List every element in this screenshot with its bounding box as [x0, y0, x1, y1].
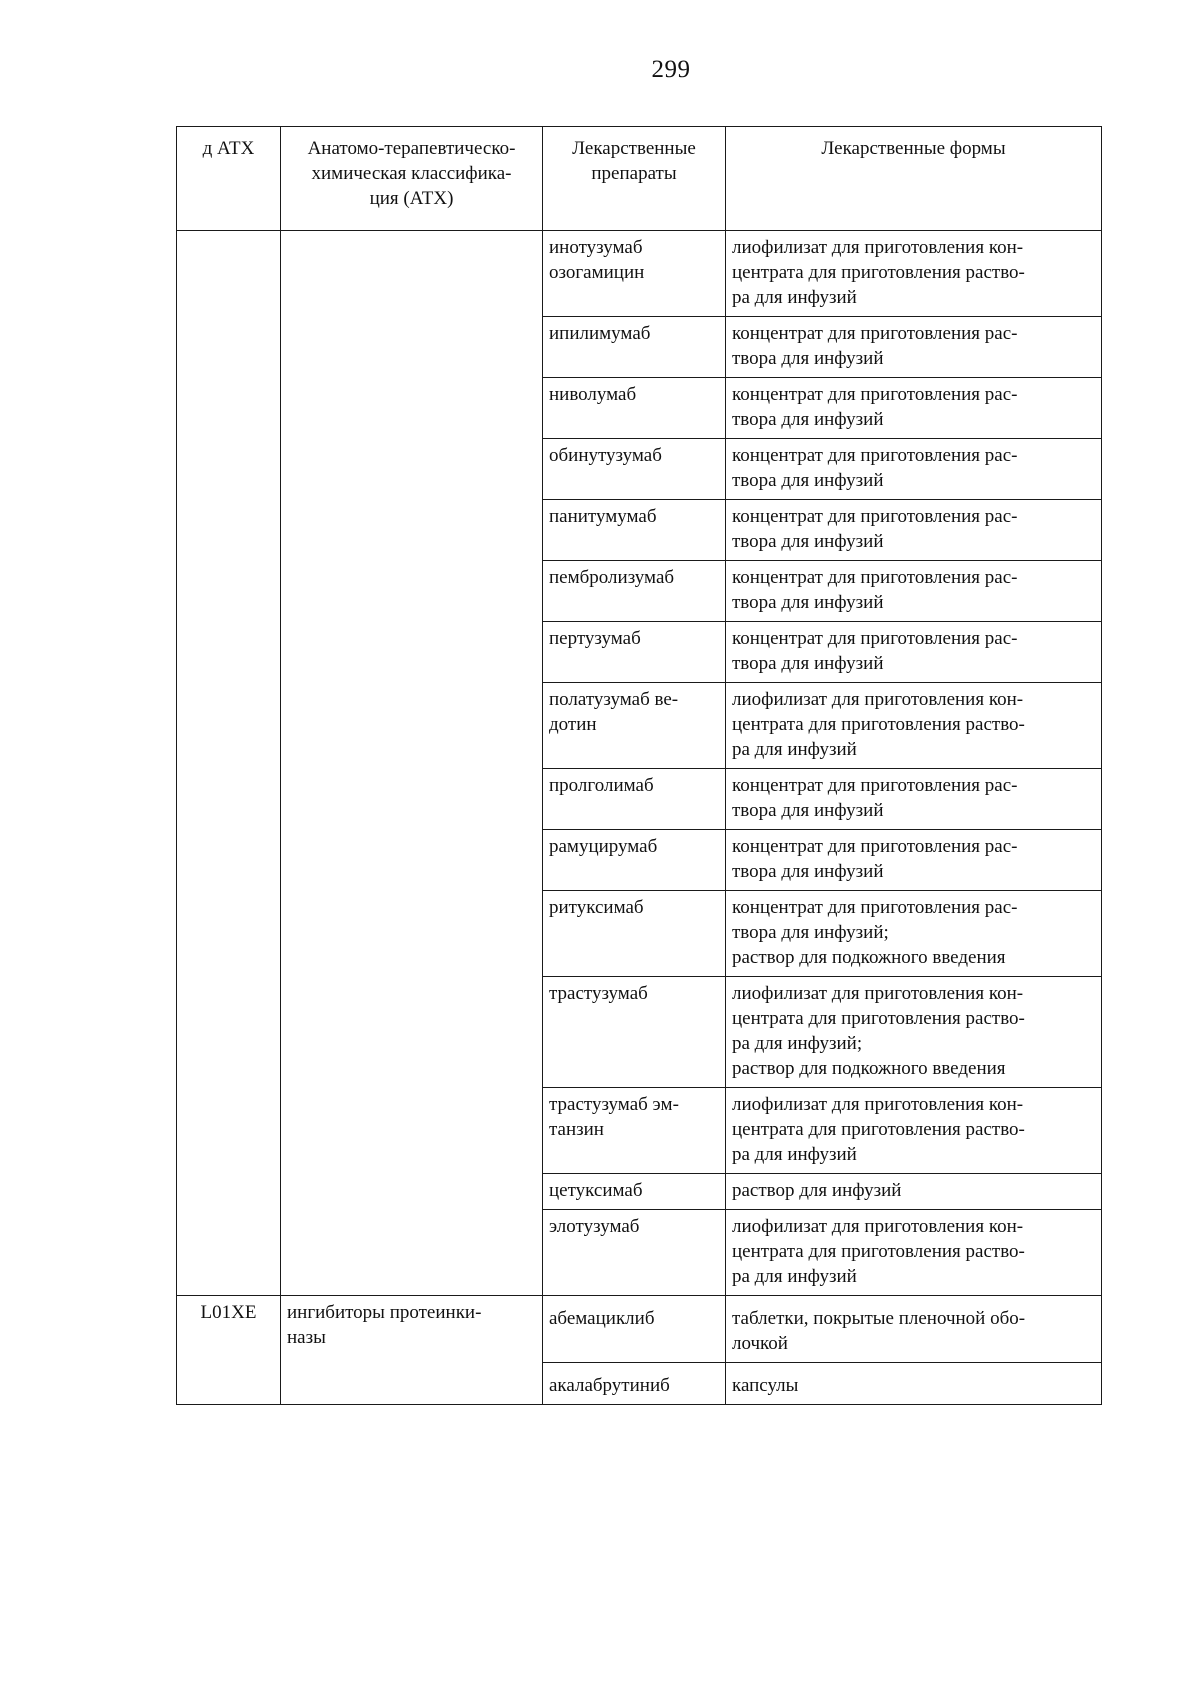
drug-name-cell — [543, 769, 726, 830]
dosage-form: лиофилизат для приготовления кон- — [732, 983, 1024, 1004]
dosage-form-cell — [726, 622, 1102, 683]
drug-name-cell — [543, 378, 726, 439]
dosage-form: концентрат для приготовления рас- — [732, 897, 1018, 918]
dosage-form-cell — [726, 231, 1102, 317]
dosage-form: твора для инфузий — [732, 861, 884, 882]
header-classification-line: ция (АТХ) — [369, 188, 454, 209]
drug-name: пембролизумаб — [549, 567, 675, 588]
drug-name-cell — [543, 1363, 726, 1405]
dosage-form: концентрат для приготовления рас- — [732, 384, 1018, 405]
drug-name: инотузумаб — [549, 237, 643, 258]
drug-name-cell — [543, 231, 726, 317]
dosage-form: твора для инфузий — [732, 409, 884, 430]
drug-name-cell — [543, 317, 726, 378]
dosage-form: концентрат для приготовления рас- — [732, 567, 1018, 588]
drug-name: элотузумаб — [549, 1216, 640, 1237]
drug-name-cell — [543, 1088, 726, 1174]
atx-code: L01XE — [177, 1296, 281, 1405]
dosage-form: ра для инфузий — [732, 1144, 857, 1165]
dosage-form: концентрат для приготовления рас- — [732, 836, 1018, 857]
drug-name-cell — [543, 561, 726, 622]
dosage-form: центрата для приготовления раство- — [732, 1241, 1025, 1262]
dosage-form: ра для инфузий — [732, 287, 857, 308]
table-row — [177, 231, 1102, 317]
dosage-form: капсулы — [732, 1375, 799, 1396]
drug-name-cell — [543, 977, 726, 1088]
dosage-form: таблетки, покрытые пленочной обо- — [732, 1308, 1026, 1329]
dosage-form-cell — [726, 439, 1102, 500]
drug-name-cell — [543, 622, 726, 683]
drug-name: абемациклиб — [549, 1308, 655, 1329]
dosage-form: лиофилизат для приготовления кон- — [732, 1216, 1024, 1237]
drug-name: пролголимаб — [549, 775, 654, 796]
dosage-form: концентрат для приготовления рас- — [732, 323, 1018, 344]
drug-name: рамуцирумаб — [549, 836, 658, 857]
dosage-form: раствор для подкожного введения — [732, 947, 1006, 968]
dosage-form: твора для инфузий — [732, 653, 884, 674]
dosage-form-cell — [726, 1296, 1102, 1363]
dosage-form: центрата для приготовления раство- — [732, 1119, 1025, 1140]
dosage-form-cell — [726, 683, 1102, 769]
drug-name-cell — [543, 500, 726, 561]
atx-drug-table — [176, 126, 1102, 1405]
dosage-form-cell — [726, 977, 1102, 1088]
dosage-form: твора для инфузий — [732, 531, 884, 552]
dosage-form: лочкой — [732, 1333, 788, 1354]
dosage-form: концентрат для приготовления рас- — [732, 628, 1018, 649]
dosage-form-cell — [726, 1174, 1102, 1210]
dosage-form: центрата для приготовления раство- — [732, 714, 1025, 735]
classification-cell-empty — [281, 231, 543, 1296]
dosage-form: твора для инфузий — [732, 800, 884, 821]
header-drugs — [543, 127, 726, 231]
dosage-form-cell — [726, 769, 1102, 830]
dosage-form-cell — [726, 500, 1102, 561]
dosage-form: ра для инфузий; — [732, 1033, 863, 1054]
drug-name: полатузумаб ве- — [549, 689, 679, 710]
page-number: 299 — [651, 56, 691, 83]
drug-name-cell — [543, 439, 726, 500]
dosage-form: лиофилизат для приготовления кон- — [732, 1094, 1024, 1115]
dosage-form-cell — [726, 830, 1102, 891]
dosage-form: раствор для инфузий — [732, 1180, 902, 1201]
drug-name-cell — [543, 830, 726, 891]
atx-classification-line: назы — [287, 1327, 326, 1348]
table-body — [177, 231, 1102, 1405]
dosage-form-cell — [726, 378, 1102, 439]
dosage-form: ра для инфузий — [732, 1266, 857, 1287]
dosage-form: центрата для приготовления раство- — [732, 262, 1025, 283]
header-drugs-line: препараты — [591, 163, 677, 184]
header-classification — [281, 127, 543, 231]
dosage-form: твора для инфузий — [732, 470, 884, 491]
header-classification-line: химическая классифика- — [311, 163, 512, 184]
dosage-form: концентрат для приготовления рас- — [732, 775, 1018, 796]
dosage-form: раствор для подкожного введения — [732, 1058, 1006, 1079]
table-row — [177, 1296, 1102, 1363]
dosage-form: твора для инфузий — [732, 348, 884, 369]
dosage-form: лиофилизат для приготовления кон- — [732, 689, 1024, 710]
dosage-form-cell — [726, 317, 1102, 378]
drug-name-cell — [543, 891, 726, 977]
table-header-row — [177, 127, 1102, 231]
dosage-form-cell — [726, 1210, 1102, 1296]
drug-name: обинутузумаб — [549, 445, 662, 466]
header-classification-line: Анатомо-терапевтическо- — [307, 138, 516, 159]
atx-classification-line: ингибиторы протеинки- — [287, 1302, 482, 1323]
drug-name: дотин — [549, 714, 597, 735]
dosage-form: центрата для приготовления раство- — [732, 1008, 1025, 1029]
drug-name: трастузумаб — [549, 983, 648, 1004]
dosage-form: ра для инфузий — [732, 739, 857, 760]
dosage-form: концентрат для приготовления рас- — [732, 445, 1018, 466]
dosage-form-cell — [726, 891, 1102, 977]
atx-classification — [281, 1296, 543, 1405]
drug-name: ипилимумаб — [549, 323, 651, 344]
drug-name: озогамицин — [549, 262, 645, 283]
drug-name: ритуксимаб — [549, 897, 644, 918]
dosage-form-cell — [726, 561, 1102, 622]
drug-name: танзин — [549, 1119, 604, 1140]
header-forms: Лекарственные формы — [726, 127, 1102, 231]
header-code: д АТХ — [177, 127, 281, 231]
header-drugs-line: Лекарственные — [572, 138, 696, 159]
dosage-form-cell — [726, 1088, 1102, 1174]
drug-name: трастузумаб эм- — [549, 1094, 679, 1115]
drug-name: акалабрутиниб — [549, 1375, 670, 1396]
code-cell-empty — [177, 231, 281, 1296]
drug-name: цетуксимаб — [549, 1180, 643, 1201]
drug-name: ниволумаб — [549, 384, 637, 405]
dosage-form: концентрат для приготовления рас- — [732, 506, 1018, 527]
dosage-form: лиофилизат для приготовления кон- — [732, 237, 1024, 258]
drug-name-cell — [543, 1296, 726, 1363]
dosage-form: твора для инфузий — [732, 592, 884, 613]
drug-name-cell — [543, 1210, 726, 1296]
drug-name-cell — [543, 1174, 726, 1210]
dosage-form-cell — [726, 1363, 1102, 1405]
dosage-form: твора для инфузий; — [732, 922, 889, 943]
drug-name: панитумумаб — [549, 506, 657, 527]
drug-name: пертузумаб — [549, 628, 641, 649]
drug-name-cell — [543, 683, 726, 769]
